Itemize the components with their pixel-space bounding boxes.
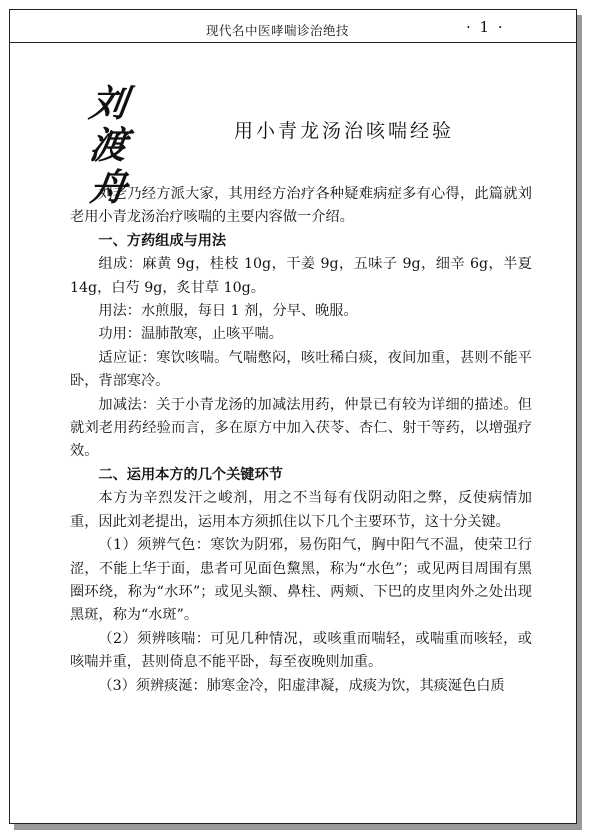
intro-paragraph: 刘老乃经方派大家，其用经方治疗各种疑难病症多有心得，此篇就刘老用小青龙汤治疗咳喘的主要内容做一介绍。 — [70, 186, 532, 226]
point-1-paragraph: （1）须辨气色：寒饮为阴邪，易伤阳气，胸中阳气不温，使荣卫行涩，不能上华于面，患者可见面色黧黑，称为“水色”；或见两目周围有黑圈环绕，称为“水环”；或见头额、鼻柱、两颊、下巴的皮里肉外之处出现黑斑，称为“水斑”。 — [70, 537, 532, 624]
indication-paragraph: 适应证：寒饮咳喘。气喘憋闷，咳吐稀白痰，夜间加重，甚则不能平卧，背部寒冷。 — [70, 349, 532, 390]
point-2-paragraph: （2）须辨咳喘：可见几种情况，或咳重而喘轻，或喘重而咳轻，或咳喘并重，甚则倚息不能平卧，每至夜晚则加重。 — [70, 630, 532, 671]
book-title: 现代名中医哮喘诊治绝技 — [206, 23, 350, 38]
section-heading-2: 二、运用本方的几个关键环节 — [98, 466, 283, 483]
author-char-2: 渡 — [86, 123, 131, 167]
article-title: 用小青龙汤治咳喘经验 — [234, 120, 455, 142]
section-heading-1: 一、方药组成与用法 — [98, 232, 227, 249]
usage-paragraph: 用法：水煎服，每日 1 剂，分早、晚服。 — [98, 303, 358, 320]
author-char-3: 舟 — [86, 165, 131, 209]
point-3-paragraph: （3）须辨痰涎：肺寒金冷，阳虚津凝，成痰为饮，其痰涎色白质 — [98, 677, 505, 694]
article-body — [70, 183, 532, 698]
page-number: · 1 · — [466, 18, 505, 36]
modification-paragraph: 加减法：关于小青龙汤的加减法用药，仲景已有较为详细的描述。但就刘老用药经验而言，多在原方中加入茯苓、杏仁、射干等药，以增强疗效。 — [70, 396, 532, 460]
composition-paragraph: 组成：麻黄 9g，桂枝 10g，干姜 9g，五味子 9g，细辛 6g，半夏 14g，白芍 9g，炙甘草 10g。 — [70, 256, 532, 296]
section2-intro-paragraph: 本方为辛烈发汗之峻剂，用之不当每有伐阴动阳之弊，反使病情加重，因此刘老提出，运用本方须抓住以下几个主要环节，这十分关键。 — [70, 490, 532, 530]
effect-paragraph: 功用：温肺散寒，止咳平喘。 — [98, 326, 283, 343]
author-char-1: 刘 — [86, 81, 131, 125]
running-header — [10, 10, 576, 43]
